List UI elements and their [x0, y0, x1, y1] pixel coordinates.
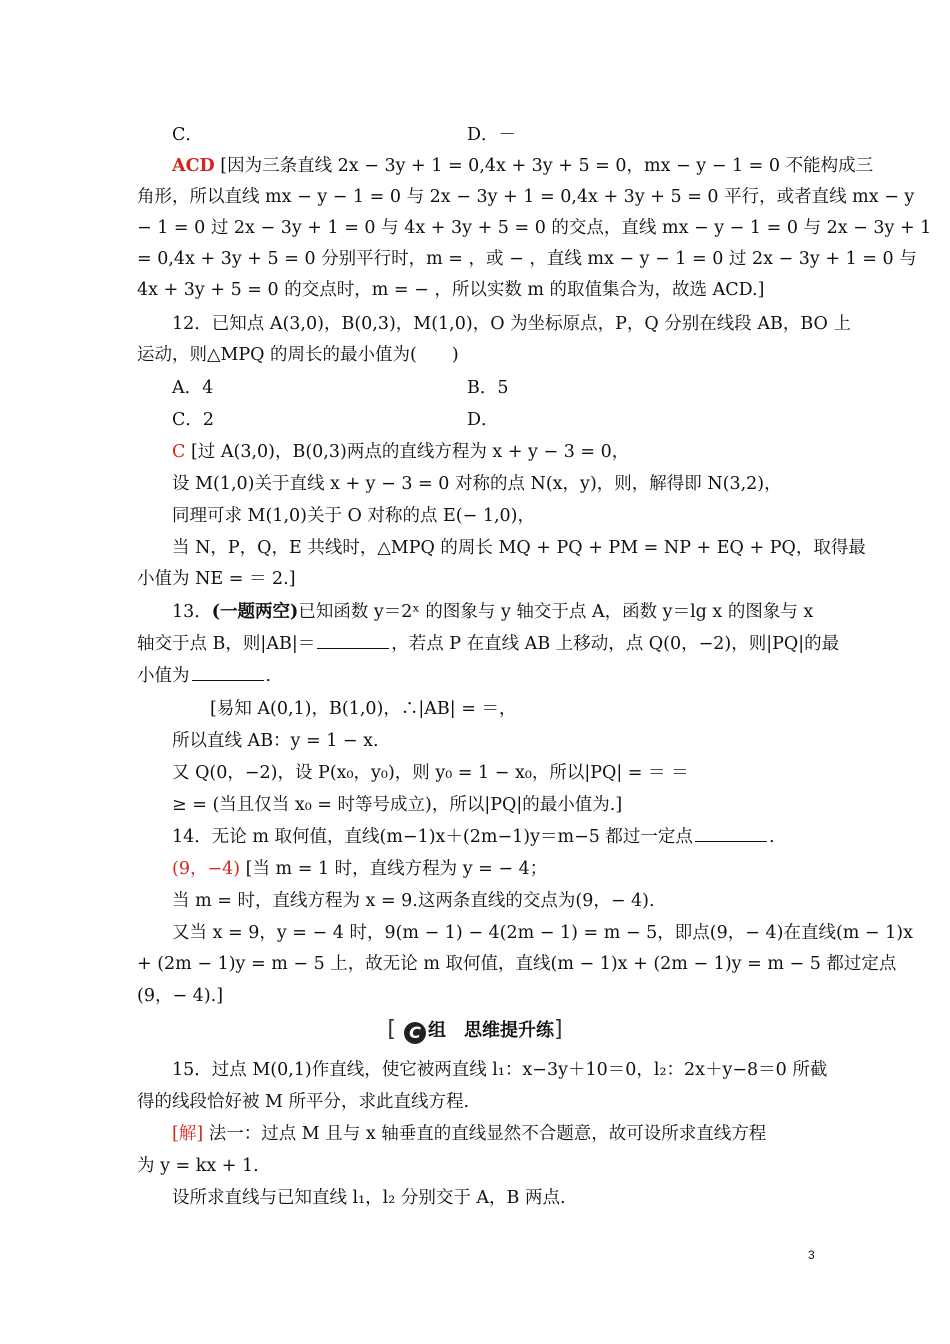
answer-q14-line1: (9，−4) [当 m = 1 时，直线方程为 y = − 4；	[172, 859, 548, 879]
answer-blank	[695, 823, 767, 842]
answer-q12-line1: C [过 A(3,0)，B(0,3)两点的直线方程为 x + y − 3 = 0，	[172, 442, 630, 462]
option-a-q12: A．4	[172, 378, 214, 398]
question-13-line1: 13．(一题两空)已知函数 y＝2ˣ 的图象与 y 轴交于点 A，函数 y＝lg x 的图象与 x	[172, 602, 814, 622]
answer-q12-line4: 当 N，P，Q，E 共线时，△MPQ 的周长 MQ + PQ + PM = NP + EQ + PQ，取得最	[172, 538, 866, 558]
option-c-q11: C．	[172, 125, 203, 145]
answer-q13-line3: 又 Q(0，−2)，设 P(x₀，y₀)，则 y₀ = 1 − x₀，所以|PQ| = ＝ ＝	[172, 763, 689, 783]
answer-q11-line1: ACD [因为三条直线 2x − 3y + 1 = 0,4x + 3y + 5 = 0，mx − y − 1 = 0 不能构成三	[172, 156, 874, 176]
answer-q12-line2: 设 M(1,0)关于直线 x + y − 3 = 0 对称的点 N(x，y)，则，解得即 N(3,2)，	[172, 474, 782, 494]
answer-q11-line3: − 1 = 0 过 2x − 3y + 1 = 0 与 4x + 3y + 5 = 0 的交点，直线 mx − y − 1 = 0 与 2x − 3y + 1	[137, 218, 932, 238]
answer-q14-line5: (9，− 4).]	[137, 986, 224, 1006]
answer-blank	[192, 662, 264, 681]
solution-q15-line3: 设所求直线与已知直线 l₁，l₂ 分别交于 A，B 两点.	[172, 1188, 566, 1208]
question-13-line3: 小值为 .	[137, 661, 817, 691]
question-15-line2: 得的线段恰好被 M 所平分，求此直线方程.	[137, 1092, 470, 1112]
question-12-line2: 运动，则△MPQ 的周长的最小值为( )	[137, 345, 459, 365]
solution-q15-line2: 为 y = kx + 1.	[137, 1156, 259, 1176]
answer-q12-line3: 同理可求 M(1,0)关于 O 对称的点 E(− 1,0)，	[172, 506, 535, 526]
answer-label: ACD	[172, 156, 215, 176]
answer-q14-line2: 当 m = 时，直线方程为 x = 9.这两条直线的交点为(9，− 4).	[172, 891, 655, 911]
answer-q11-line5: 4x + 3y + 5 = 0 的交点时，m = − ，所以实数 m 的取值集合为，故选 ACD.]	[137, 280, 765, 300]
option-d-q12: D．	[467, 410, 499, 430]
answer-q13-line1: [易知 A(0,1)，B(1,0)，∴|AB| = ＝，	[210, 699, 517, 719]
option-b-q12: B．5	[467, 378, 509, 398]
answer-q14-line3: 又当 x = 9，y = − 4 时，9(m − 1) − 4(2m − 1) = m − 5，即点(9，− 4)在直线(m − 1)x	[172, 923, 913, 943]
page-number: 3	[808, 1248, 815, 1262]
answer-q13-line4: ≥ = (当且仅当 x₀ = 时等号成立)，所以|PQ|的最小值为.]	[172, 795, 623, 815]
question-13-line2: 轴交于点 B，则|AB|＝ ，若点 P 在直线 AB 上移动，点 Q(0，−2)，则|PQ|的最	[137, 629, 817, 659]
question-15-line1: 15．过点 M(0,1)作直线，使它被两直线 l₁：x−3y＋10＝0，l₂：2x＋y−8＝0 所截	[172, 1060, 828, 1080]
answer-q11-line4: = 0,4x + 3y + 5 = 0 分别平行时，m = ，或 − ，直线 mx − y − 1 = 0 过 2x − 3y + 1 = 0 与	[137, 249, 917, 269]
section-heading: [ C 组 思维提升练]	[387, 1017, 563, 1042]
solution-q15-line1: [解] 法一：过点 M 且与 x 轴垂直的直线显然不合题意，故可设所求直线方程	[172, 1124, 767, 1144]
group-letter-badge: C	[404, 1022, 426, 1044]
answer-blank	[317, 630, 389, 649]
question-12-line1: 12．已知点 A(3,0)，B(0,3)，M(1,0)，O 为坐标原点，P，Q 分别在线段 AB，BO 上	[172, 314, 851, 334]
answer-q12-line5: 小值为 NE = ＝ 2.]	[137, 569, 296, 589]
solution-label: [解]	[172, 1124, 204, 1144]
question-14: 14．无论 m 取何值，直线(m−1)x＋(2m−1)y＝m−5 都过一定点 .	[172, 822, 852, 852]
answer-label: C	[172, 442, 186, 462]
answer-q14-line4: + (2m − 1)y = m − 5 上，故无论 m 取何值，直线(m − 1)x + (2m − 1)y = m − 5 都过定点	[137, 954, 897, 974]
answer-q11-line2: 角形，所以直线 mx − y − 1 = 0 与 2x − 3y + 1 = 0,4x + 3y + 5 = 0 平行，或者直线 mx − y	[137, 187, 915, 207]
option-c-q12: C．2	[172, 410, 215, 430]
option-d-q11: D．－	[467, 125, 517, 145]
question-tag: (一题两空)	[211, 602, 299, 622]
answer-q13-line2: 所以直线 AB：y = 1 − x.	[172, 731, 379, 751]
answer-label: (9，−4)	[172, 859, 241, 879]
